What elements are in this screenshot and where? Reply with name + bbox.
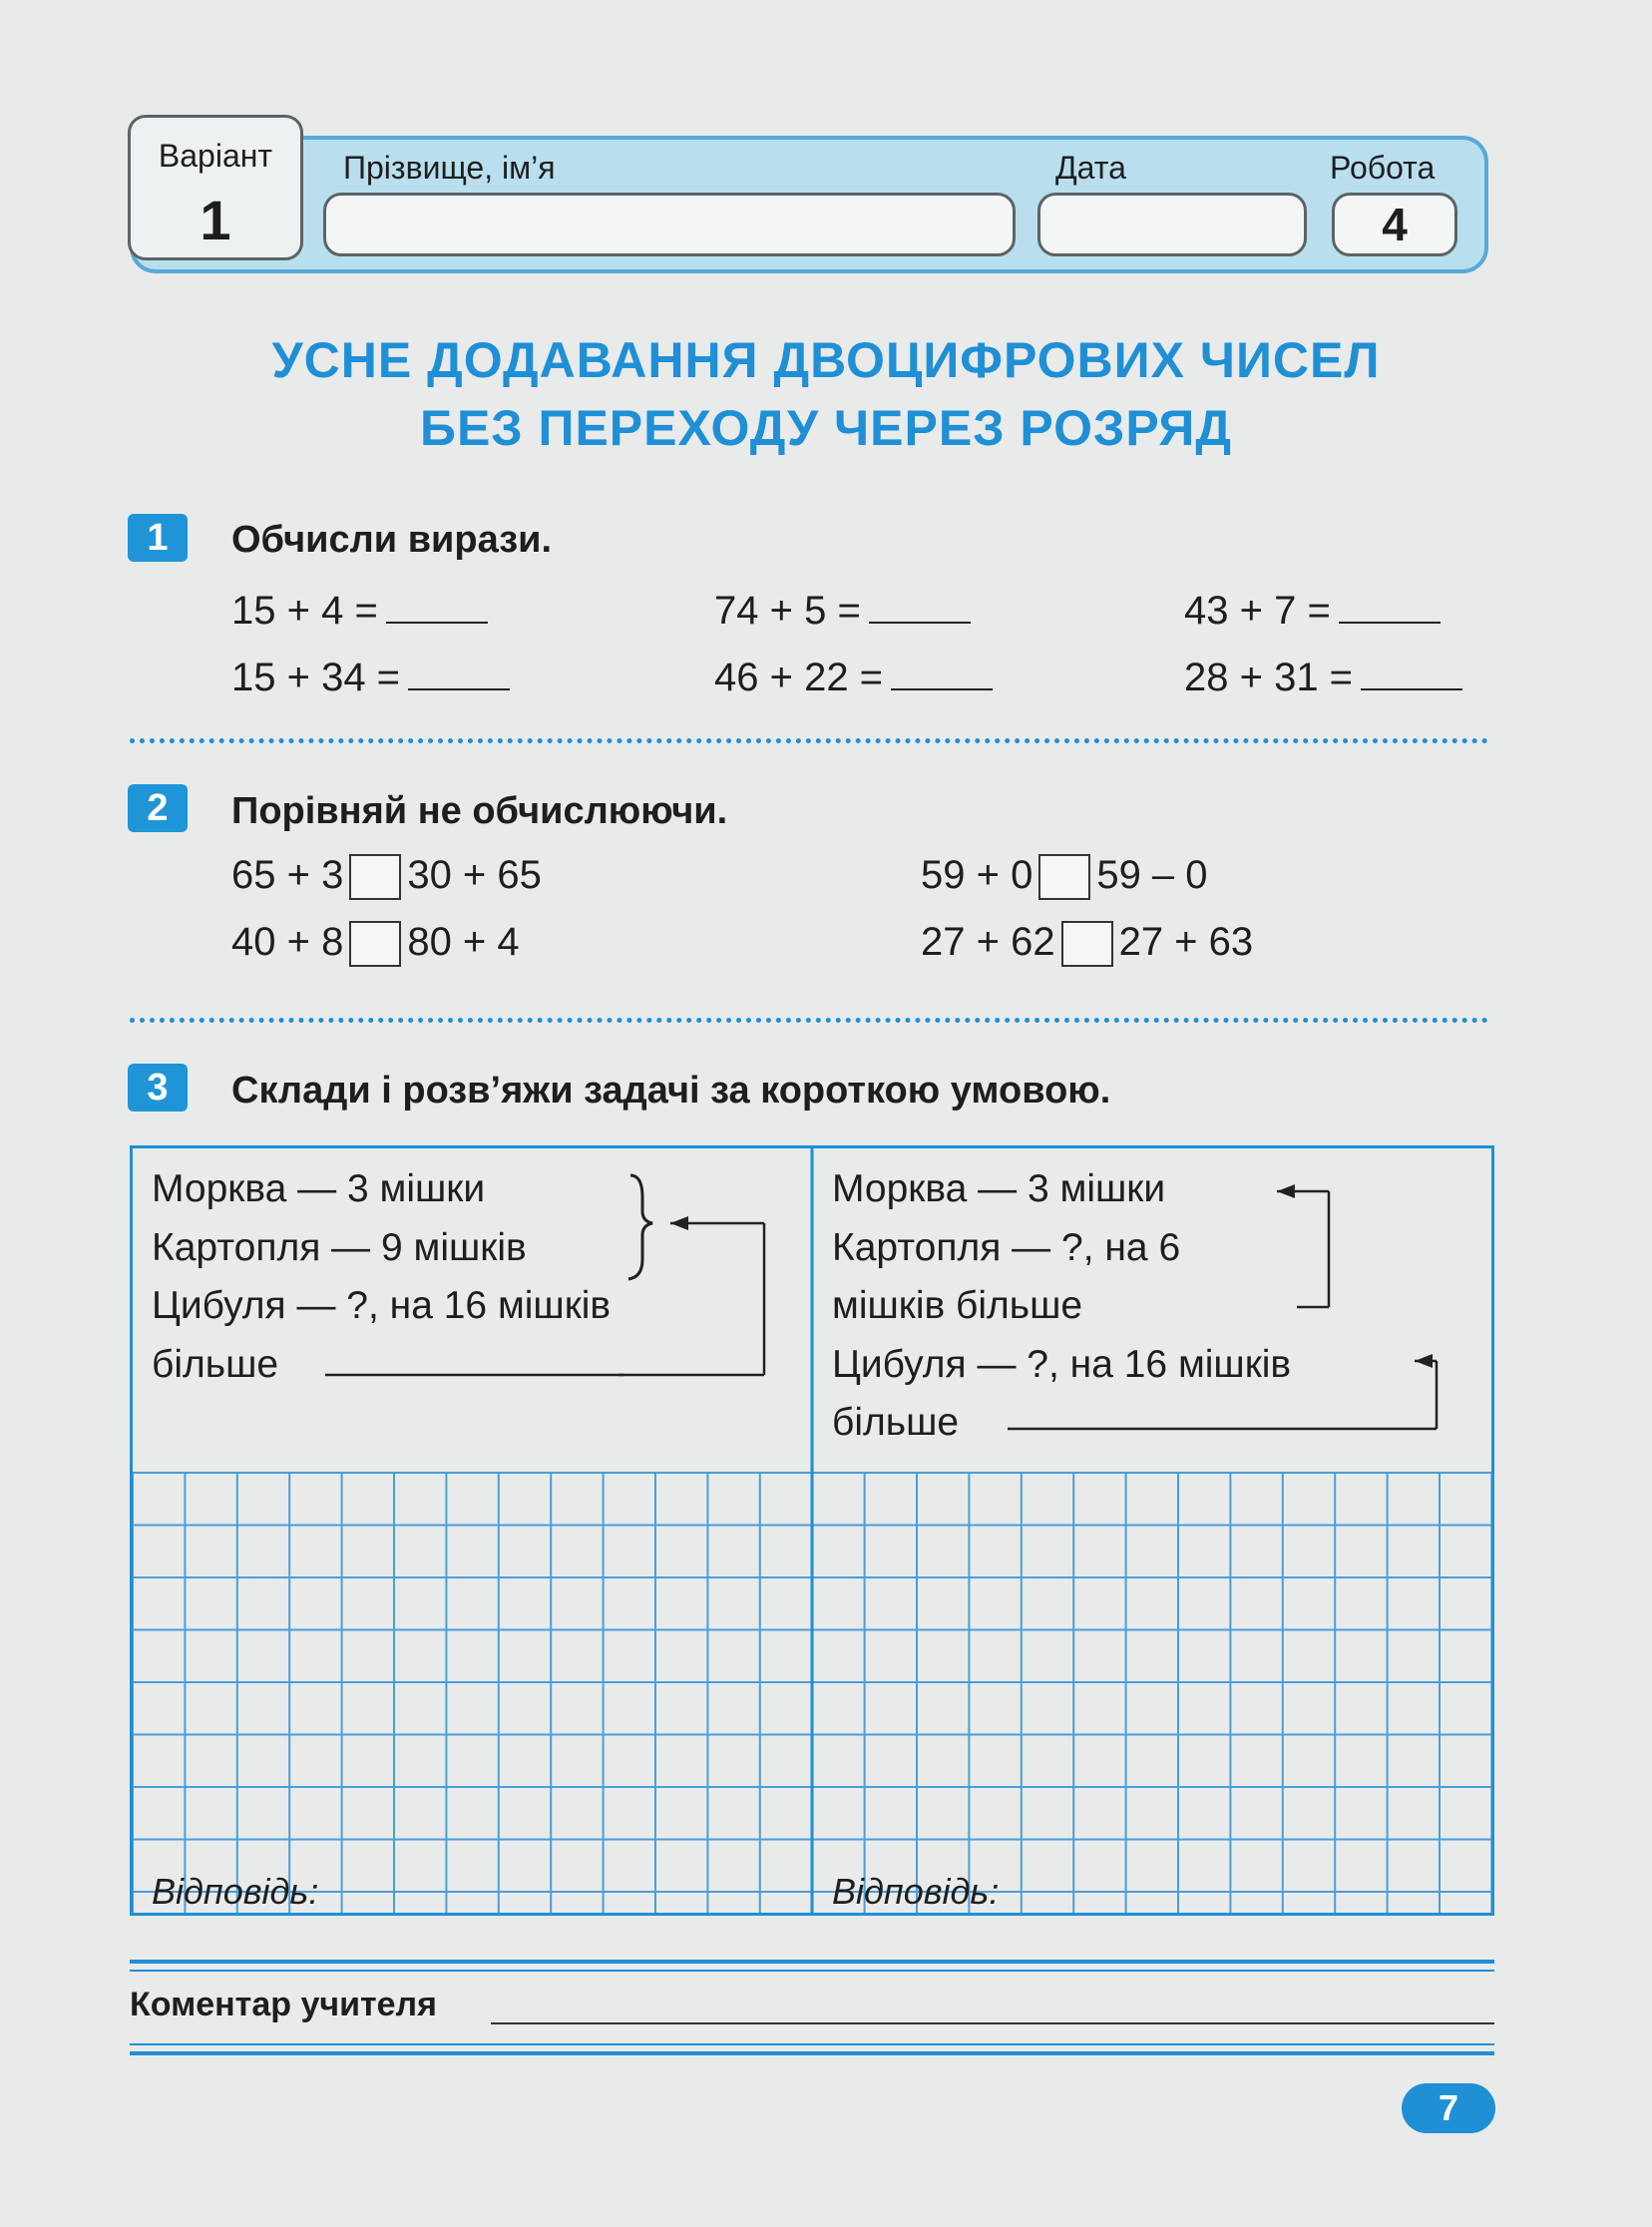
condition-left bbox=[152, 1160, 611, 1394]
comparison-row: 65 + 3 30 + 65 bbox=[231, 853, 542, 900]
compare-box[interactable] bbox=[1038, 854, 1090, 900]
page-number: 7 bbox=[1402, 2083, 1495, 2133]
condition-line: більше bbox=[832, 1401, 960, 1444]
comparison-row: 40 + 8 80 + 4 bbox=[231, 920, 520, 967]
compare-box[interactable] bbox=[349, 921, 401, 967]
dotted-divider bbox=[130, 738, 1488, 743]
task1-expression: 43 + 7 = bbox=[1184, 584, 1441, 634]
task1-number-badge: 1 bbox=[128, 514, 188, 562]
condition-line: Морква — 3 мішки bbox=[832, 1167, 1166, 1210]
dotted-divider bbox=[130, 1018, 1488, 1023]
condition-line: більше bbox=[152, 1342, 279, 1386]
condition-line: Цибуля — ?, на 16 мішків bbox=[152, 1284, 612, 1327]
teacher-comment-line[interactable] bbox=[491, 2022, 1494, 2024]
task3-instruction: Склади і розв’яжи задачі за короткою умовою. bbox=[231, 1070, 1111, 1112]
answer-blank[interactable] bbox=[386, 584, 488, 624]
task1-instruction: Обчисли вирази. bbox=[231, 519, 553, 561]
comparison-row: 59 + 0 59 – 0 bbox=[921, 853, 1208, 900]
condition-line: мішків більше bbox=[832, 1284, 1083, 1327]
condition-line: Картопля — 9 мішків bbox=[152, 1225, 527, 1269]
footer-rule-top-thin bbox=[130, 1970, 1494, 1972]
footer-rule-top bbox=[130, 1960, 1494, 1964]
page-title-line1: УСНЕ ДОДАВАННЯ ДВОЦИФРОВИХ ЧИСЕЛ bbox=[271, 332, 1381, 388]
compare-box[interactable] bbox=[1061, 921, 1113, 967]
answer-blank[interactable] bbox=[408, 651, 510, 690]
right-arrows bbox=[1008, 1167, 1456, 1437]
condition-line: Картопля — ?, на 6 bbox=[832, 1225, 1181, 1269]
task1-expression: 15 + 34 = bbox=[231, 651, 510, 700]
task1-expression: 74 + 5 = bbox=[714, 584, 971, 634]
name-field[interactable] bbox=[323, 193, 1016, 256]
bracket-arrow bbox=[619, 1167, 778, 1387]
answer-label-left: Відповідь: bbox=[152, 1871, 319, 1912]
condition-line: Морква — 3 мішки bbox=[152, 1167, 486, 1210]
task1-expression: 28 + 31 = bbox=[1184, 651, 1462, 700]
date-label: Дата bbox=[1055, 150, 1126, 186]
work-label: Робота bbox=[1330, 150, 1436, 186]
task2-number-badge: 2 bbox=[128, 784, 188, 832]
task3-number-badge: 3 bbox=[128, 1064, 188, 1112]
work-number: 4 bbox=[1332, 193, 1457, 256]
comparison-row: 27 + 62 27 + 63 bbox=[921, 920, 1253, 967]
underline-stroke bbox=[325, 1367, 624, 1379]
answer-blank[interactable] bbox=[891, 651, 993, 690]
answer-blank[interactable] bbox=[869, 584, 971, 624]
teacher-comment-label: Коментар учителя bbox=[130, 1986, 437, 2023]
task1-expression: 46 + 22 = bbox=[714, 651, 993, 700]
answer-blank[interactable] bbox=[1361, 651, 1462, 690]
footer-rule-bottom bbox=[130, 2051, 1494, 2055]
variant-number: 1 bbox=[200, 189, 231, 251]
task1-expression: 15 + 4 = bbox=[231, 584, 488, 634]
answer-blank[interactable] bbox=[1339, 584, 1441, 624]
name-label: Прізвище, ім’я bbox=[343, 150, 556, 186]
variant-label: Варіант bbox=[158, 138, 273, 174]
footer-rule-bottom-thin bbox=[130, 2043, 1494, 2045]
answer-label-right: Відповідь: bbox=[832, 1871, 1000, 1912]
condition-line: Цибуля — ?, на 16 мішків bbox=[832, 1342, 1292, 1386]
task2-instruction: Порівняй не обчислюючи. bbox=[231, 790, 728, 832]
date-field[interactable] bbox=[1037, 193, 1307, 256]
compare-box[interactable] bbox=[349, 854, 401, 900]
page-title-line2: БЕЗ ПЕРЕХОДУ ЧЕРЕЗ РОЗРЯД bbox=[420, 400, 1232, 456]
